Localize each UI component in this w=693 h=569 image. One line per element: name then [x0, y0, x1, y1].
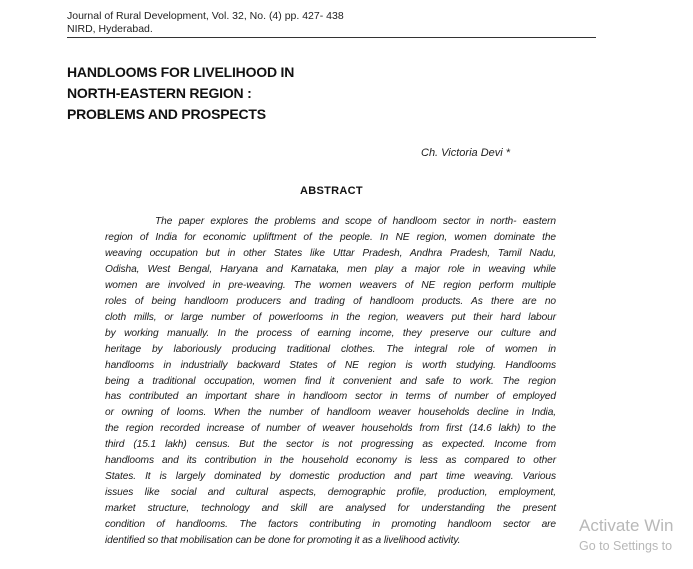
activation-watermark [579, 515, 673, 555]
abstract-line: identified so that mobilisation can be done for promoting it as a livelihood activity. [105, 535, 461, 547]
paper-title [67, 62, 397, 125]
abstract-line: condition of handlooms. The factors contributing in promoting handloom sector are [105, 519, 556, 531]
journal-publisher: NIRD, Hyderabad. [67, 23, 153, 35]
abstract-body [105, 214, 556, 549]
abstract-line: or owning of looms. When the number of handloom weaver households decline in India, [105, 407, 556, 419]
abstract-line: roles of being handloom producers and trading of handloom products. As there are no [105, 295, 556, 307]
abstract-line: Odisha, West Bengal, Haryana and Karnataka, men play a major role in weaving while [105, 263, 556, 275]
abstract-line: heritage by laboriously producing traditional clothes. The integral role of women in [105, 343, 556, 355]
abstract-line: The paper explores the problems and scope of handloom sector in north- eastern [155, 216, 556, 227]
title-line: NORTH-EASTERN REGION : [67, 85, 252, 101]
abstract-line: cloth mills, or large number of powerlooms in the region, weavers put their hard labour [105, 311, 556, 323]
abstract-line: weaving occupation but in other States like Uttar Pradesh, Andhra Pradesh, Tamil Nadu, [105, 247, 556, 259]
abstract-line: by working manually. In the process of earning income, they preserve our culture and [105, 327, 556, 339]
watermark-subtitle: Go to Settings to [579, 539, 673, 553]
abstract-line: the region recorded increase of number of weaver households from first (14.6 lakh) to the [105, 423, 556, 435]
abstract-line: market structure, technology and skill are analysed for understanding the present [105, 503, 556, 515]
abstract-line: issues like social and cultural aspects, demographic profile, production, employment, [105, 487, 556, 499]
journal-header [67, 10, 596, 38]
journal-citation: Journal of Rural Development, Vol. 32, No. (4) pp. 427- 438 [67, 10, 344, 22]
abstract-line: being a traditional occupation, women find it convenient and safe to work. The region [105, 375, 556, 387]
title-line: PROBLEMS AND PROSPECTS [67, 106, 266, 122]
abstract-line: handlooms in industrially backward States of NE region is worth studying. Handlooms [105, 359, 556, 371]
abstract-line: States. It is largely dominated by domestic production and part time weaving. Various [105, 471, 556, 483]
abstract-line: handlooms and its contribution in the household economy is less as compared to other [105, 455, 556, 467]
abstract-line: women are involved in pre-weaving. The women weavers of NE region perform multiple [105, 279, 556, 291]
author-name: Ch. Victoria Devi * [421, 147, 511, 159]
abstract-heading: ABSTRACT [300, 185, 363, 197]
watermark-title: Activate Win [579, 516, 674, 535]
abstract-line: region of India for economic upliftment of the people. In NE region, women dominate the [105, 231, 556, 243]
abstract-line: third (15.1 lakh) census. But the sector is not progressing as expected. Income from [105, 439, 556, 451]
abstract-line: has contributed an important share in handloom sector in terms of number of employed [105, 391, 556, 403]
title-line: HANDLOOMS FOR LIVELIHOOD IN [67, 64, 295, 80]
